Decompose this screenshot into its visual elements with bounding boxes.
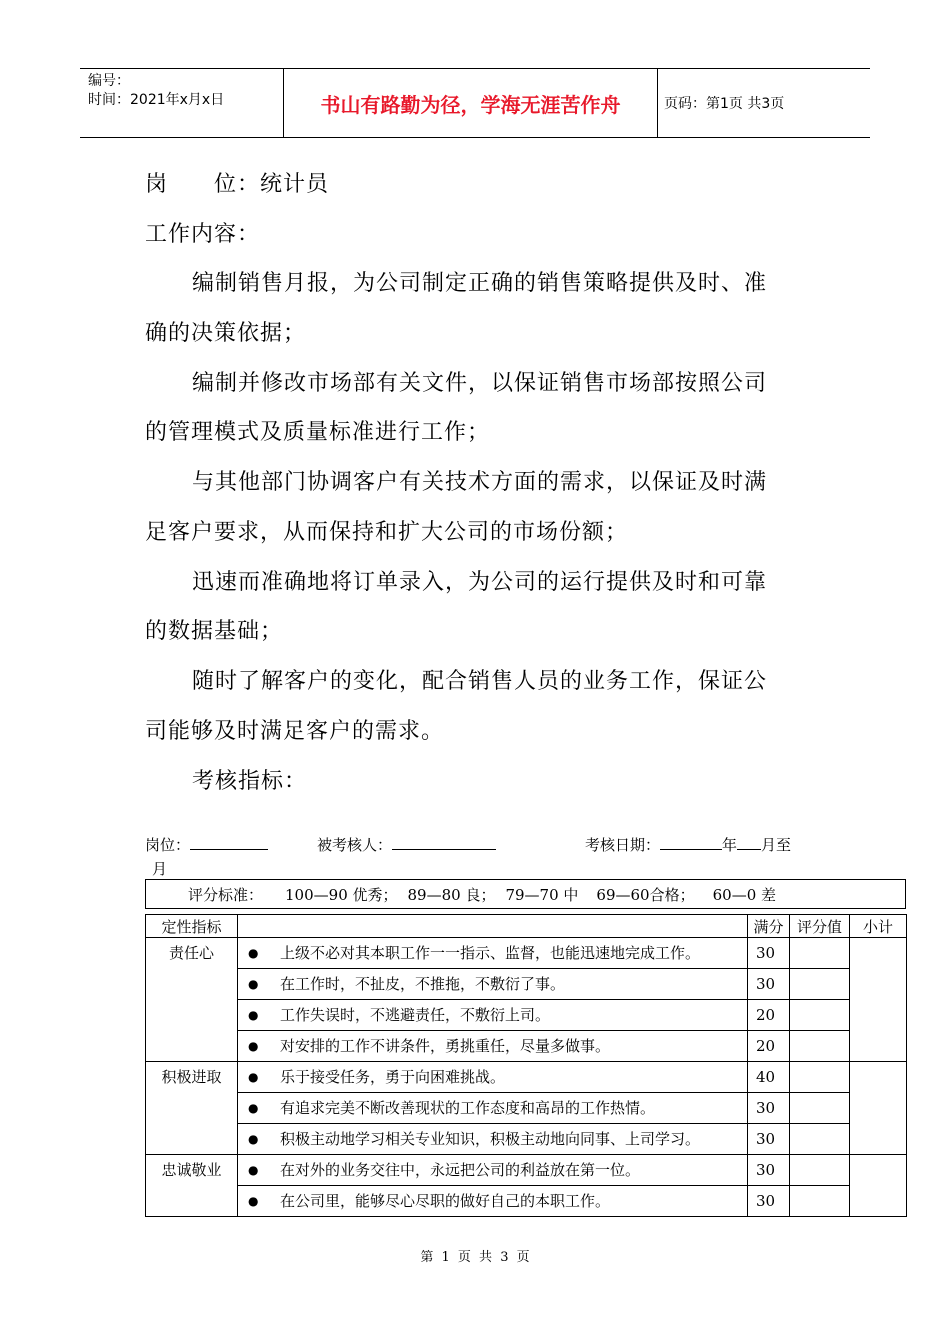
table-row: [146, 969, 907, 1000]
score-standard: [145, 879, 906, 909]
item-text: 对安排的工作不讲条件，勇挑重任，尽量多做事。: [280, 1037, 611, 1055]
standard-pass: 69—60合格；: [596, 885, 695, 904]
bullet-icon: ●: [248, 1008, 259, 1022]
year-blank[interactable]: [660, 835, 722, 850]
paragraph-3-line-1: 与其他部门协调客户有关技术方面的需求，以保证及时满: [192, 470, 768, 495]
score-cell[interactable]: [790, 1093, 850, 1124]
paragraph-2-line-2: 的管理模式及质量标准进行工作；: [145, 420, 491, 445]
date-field: 考核日期： 年 月至: [585, 836, 792, 854]
header-score: 评分值: [790, 915, 850, 938]
category-responsibility: 责任心: [146, 938, 238, 1062]
post-blank[interactable]: [190, 835, 268, 850]
bullet-icon: ●: [248, 1070, 259, 1084]
paragraph-2-line-1: 编制并修改市场部有关文件，以保证销售市场部按照公司: [192, 371, 768, 396]
paragraph-1-line-2: 确的决策依据；: [145, 321, 307, 346]
evaluation-table: [145, 914, 906, 1217]
header-full: 满分: [748, 915, 790, 938]
table-row: [146, 1000, 907, 1031]
page-footer: 第 1 页 共 3 页: [420, 1250, 530, 1265]
item-text: 工作失误时，不逃避责任，不敷衍上司。: [280, 1006, 551, 1024]
standard-excellent: 100—90 优秀；: [285, 885, 398, 904]
item-text: 乐于接受任务，勇于向困难挑战。: [280, 1068, 506, 1086]
score-cell[interactable]: [790, 1031, 850, 1062]
item-text: 有追求完美不断改善现状的工作态度和高昂的工作热情。: [280, 1099, 656, 1117]
table-row: [146, 1124, 907, 1155]
full-score: 30: [748, 1093, 790, 1124]
table-row: [146, 1031, 907, 1062]
table-row: [146, 938, 907, 969]
header-category: 定性指标: [146, 915, 238, 938]
post-field: 岗位：: [145, 834, 268, 855]
table-row: [146, 1062, 907, 1093]
work-content-label: 工作内容：: [145, 222, 261, 247]
table-row: [146, 1093, 907, 1124]
table-row: [146, 1186, 907, 1217]
item-text: 上级不必对其本职工作一一指示、监督，也能迅速地完成工作。: [280, 944, 701, 962]
score-cell[interactable]: [790, 1062, 850, 1093]
assessee-blank[interactable]: [392, 835, 496, 850]
header-page-code: 页码：第1页 共3页: [664, 96, 785, 112]
code-label: 编号：: [88, 73, 130, 89]
paragraph-1-line-1: 编制销售月报，为公司制定正确的销售策略提供及时、准: [192, 271, 768, 296]
subtotal-cell[interactable]: [850, 1062, 907, 1155]
full-score: 30: [748, 1155, 790, 1186]
item-text: 在工作时，不扯皮，不推拖，不敷衍了事。: [280, 975, 566, 993]
bullet-icon: ●: [248, 1101, 259, 1115]
subtotal-cell[interactable]: [850, 1155, 907, 1217]
bullet-icon: ●: [248, 946, 259, 960]
bullet-icon: ●: [248, 977, 259, 991]
paragraph-5-line-1: 随时了解客户的变化，配合销售人员的业务工作，保证公: [192, 669, 768, 694]
date-label: 时间：2021年x月x日: [88, 92, 225, 108]
bullet-icon: ●: [248, 1163, 259, 1177]
header-meta: [80, 69, 283, 137]
full-score: 30: [748, 969, 790, 1000]
month-label: 月: [152, 860, 168, 878]
paragraph-4-line-1: 迅速而准确地将订单录入，为公司的运行提供及时和可靠: [192, 570, 768, 595]
position-line: 岗 位：统计员: [145, 172, 330, 197]
bullet-icon: ●: [248, 1039, 259, 1053]
paragraph-3-line-2: 足客户要求，从而保持和扩大公司的市场份额；: [145, 520, 629, 545]
full-score: 30: [748, 1124, 790, 1155]
standard-good: 89—80 良；: [407, 885, 496, 904]
full-score: 20: [748, 1000, 790, 1031]
item-text: 在公司里，能够尽心尽职的做好自己的本职工作。: [280, 1192, 611, 1210]
bullet-icon: ●: [248, 1132, 259, 1146]
subtotal-cell[interactable]: [850, 938, 907, 1062]
score-cell[interactable]: [790, 1000, 850, 1031]
standard-label: 评分标准：: [188, 885, 264, 904]
table-header-row: [146, 915, 907, 938]
score-cell[interactable]: [790, 1155, 850, 1186]
assessment-form-line: [145, 834, 825, 856]
full-score: 30: [748, 1186, 790, 1217]
category-loyalty: 忠诚敬业: [146, 1155, 238, 1217]
header-motto: 书山有路勤为径，学海无涯苦作舟: [283, 69, 658, 137]
score-cell[interactable]: [790, 1186, 850, 1217]
score-cell[interactable]: [790, 938, 850, 969]
table-row: [146, 1155, 907, 1186]
header-blank: [238, 915, 748, 938]
paragraph-5-line-2: 司能够及时满足客户的需求。: [145, 719, 445, 744]
assessee-field: 被考核人：: [317, 834, 496, 855]
item-text: 在对外的业务交往中，永远把公司的利益放在第一位。: [280, 1161, 641, 1179]
month-blank[interactable]: [737, 835, 761, 850]
score-cell[interactable]: [790, 969, 850, 1000]
paragraph-4-line-2: 的数据基础；: [145, 619, 284, 644]
category-initiative: 积极进取: [146, 1062, 238, 1155]
standard-medium: 79—70 中: [505, 885, 579, 904]
bullet-icon: ●: [248, 1194, 259, 1208]
item-text: 积极主动地学习相关专业知识，积极主动地向同事、上司学习。: [280, 1130, 701, 1148]
full-score: 20: [748, 1031, 790, 1062]
full-score: 40: [748, 1062, 790, 1093]
header-subtotal: 小计: [850, 915, 907, 938]
page-header: [80, 68, 870, 138]
full-score: 30: [748, 938, 790, 969]
standard-poor: 60—0 差: [712, 885, 777, 904]
assessment-label: 考核指标：: [192, 769, 308, 794]
score-cell[interactable]: [790, 1124, 850, 1155]
